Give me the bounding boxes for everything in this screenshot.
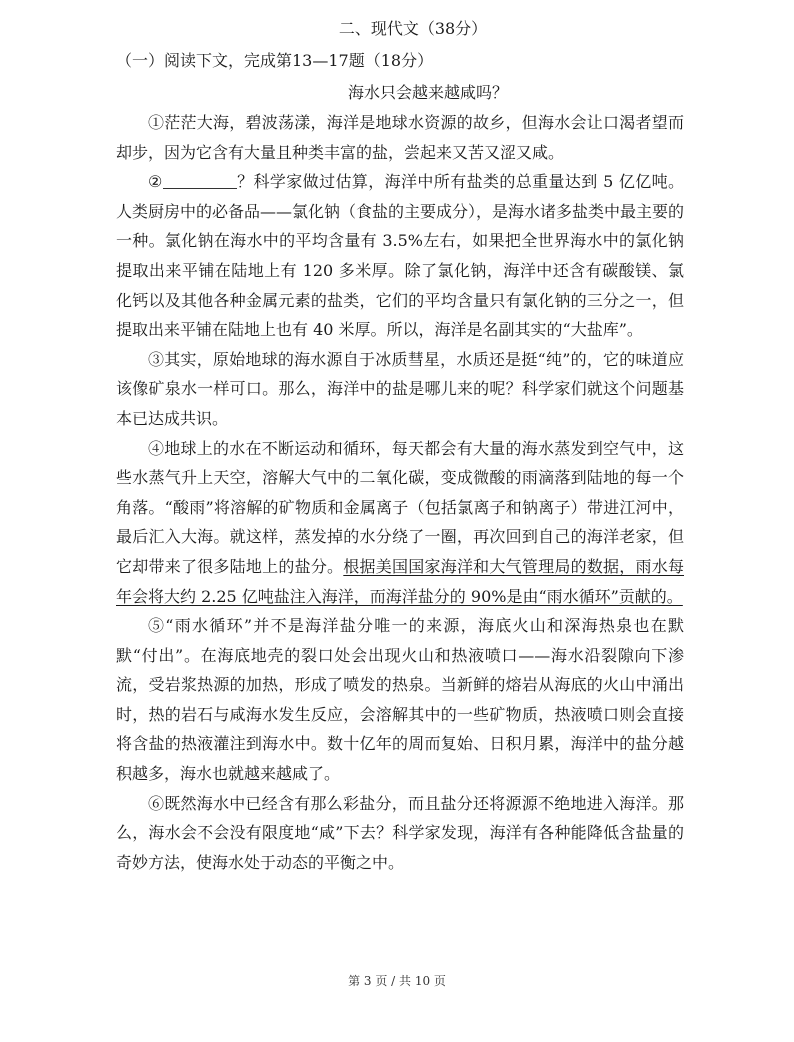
paragraph-4 [116,434,684,612]
paragraph-2-number: ② [148,172,163,192]
paragraph-4-text: ④地球上的水在不断运动和循环，每天都会有大量的海水蒸发到空气中，这些水蒸气升上天空，溶解大气中的二氧化碳，变成微酸的雨滴落到陆地的每一个角落。“酸雨”将溶解的矿物质和金属离子（包括氯离子和钠离子）带进江河中，最后汇入大海。就这样，蒸发掉的水分绕了一圈，再次回到自己的海洋老家，但它却带来了很多陆地上的盐分。 [116,438,684,576]
paragraph-6: ⑥既然海水中已经含有那么彩盐分，而且盐分还将源源不绝地进入海洋。那么，海水会不会没有限度地“咸”下去？科学家发现，海洋有各种能降低含盐量的奇妙方法，使海水处于动态的平衡之中。 [116,793,684,872]
exam-page [116,18,684,877]
underlined-sentence: 根据美国国家海洋和大气管理局的数据，雨水每年会将大约 2.25 亿吨盐注入海洋，而海洋盐分的 90%是由“雨水循环”贡献的。 [116,556,684,606]
paragraph-1: ①茫茫大海，碧波荡漾，海洋是地球水资源的故乡，但海水会让口渴者望而却步，因为它含有大量且种类丰富的盐，尝起来又苦又涩又咸。 [116,113,684,162]
section-title: 二、现代文（38分） [338,19,488,38]
article-title: 海水只会越来越咸吗？ [347,83,508,102]
paragraph-2 [116,167,684,345]
paragraph-2-text: ？科学家做过估算，海洋中所有盐类的总重量达到 5 亿亿吨。人类厨房中的必备品——氯化钠（食盐的主要成分），是海水诸多盐类中最主要的一种。氯化钠在海水中的平均含量有 3.5%左右，如果把全世界海水中的氯化钠提取出来平铺在陆地上有 120 多米厚。除了氯化钠，海洋中还含有碳酸镁、氯化钙以及其他各种金属元素的盐类，它们的平均含量只有氯化钠的三分之一，但提取出来平铺在陆地上也有 40 米厚。所以，海洋是名副其实的“大盐库”。 [116,172,685,340]
question-header: （一）阅读下文，完成第13—17题（18分） [116,51,434,70]
paragraph-5: ⑤“雨水循环”并不是海洋盐分唯一的来源，海底火山和深海热泉也在默默“付出”。在海底地壳的裂口处会出现火山和热液喷口——海水沿裂隙向下渗流，受岩浆热源的加热，形成了喷发的热泉。当新鲜的熔岩从海底的火山中涌出时，热的岩石与咸海水发生反应，会溶解其中的一些矿物质，热液喷口则会直接将含盐的热液灌注到海水中。数十亿年的周而复始、日积月累，海洋中的盐分越积越多，海水也就越来越咸了。 [116,616,684,784]
fill-in-blank[interactable] [163,172,237,189]
page-footer: 第 3 页 / 共 10 页 [348,974,446,988]
paragraph-3: ③其实，原始地球的海水源自于冰质彗星，水质还是挺“纯”的，它的味道应该像矿泉水一样可口。那么，海洋中的盐是哪儿来的呢？科学家们就这个问题基本已达成共识。 [116,349,684,428]
